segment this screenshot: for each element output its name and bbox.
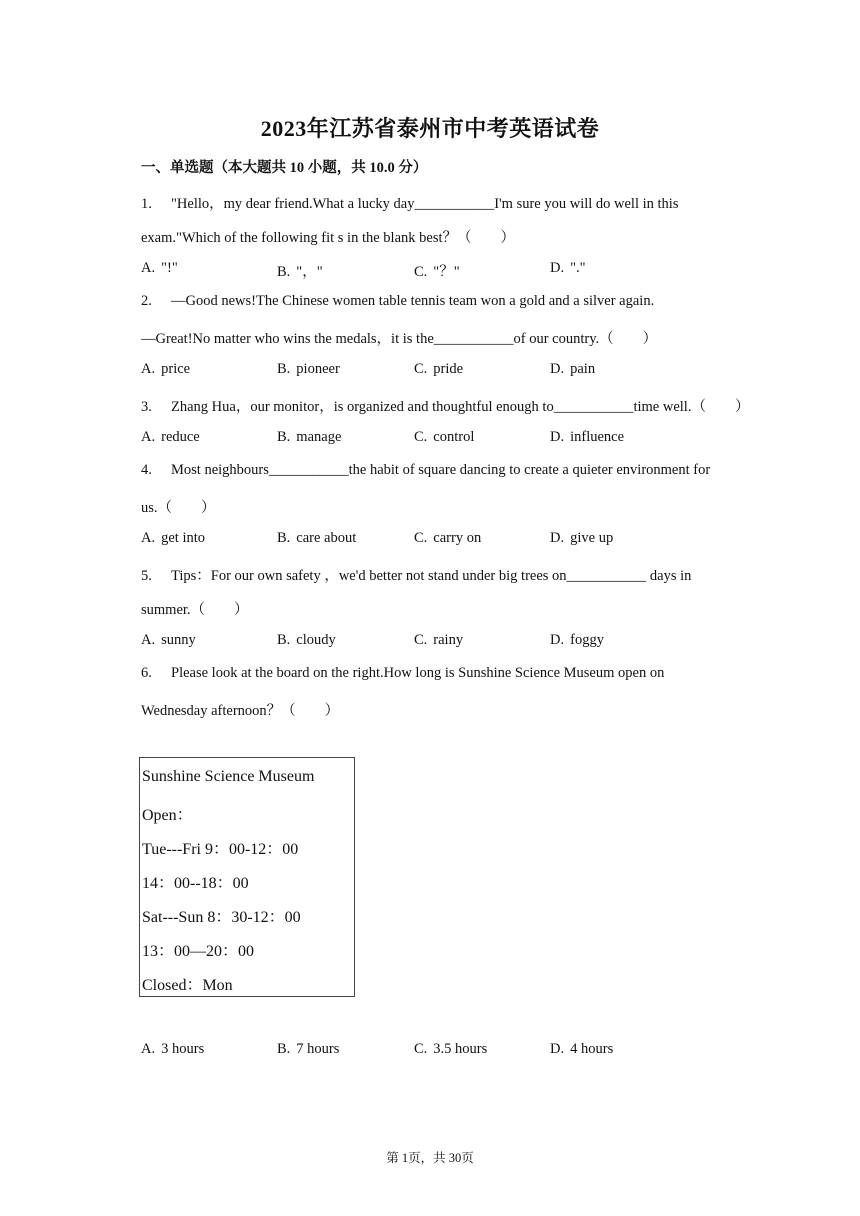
option-letter: B.: [277, 1041, 291, 1057]
question-1-option-d[interactable]: [550, 260, 586, 277]
question-5-option-d[interactable]: [550, 632, 604, 649]
option-text: cloudy: [296, 632, 336, 648]
option-letter: A.: [141, 1041, 156, 1057]
option-letter: C.: [414, 632, 428, 648]
question-number: 6.: [141, 665, 152, 681]
question-3-line-1: [141, 395, 749, 416]
board-line-weekday-morning: Tue---Fri 9：00-12：00: [142, 841, 299, 858]
question-text: "Hello，my dear friend.What a lucky day___________I'm sure you will do well in this: [171, 196, 679, 212]
question-3-option-a[interactable]: [141, 429, 200, 446]
option-letter: A.: [141, 361, 156, 377]
question-5-line-1: [141, 564, 691, 585]
question-2-option-c[interactable]: [414, 361, 463, 378]
option-text: carry on: [433, 530, 482, 546]
question-2-option-b[interactable]: [277, 361, 340, 378]
option-text: pride: [433, 361, 464, 377]
question-1-line-2: exam."Which of the following fit s in the blank best？（ ）: [141, 230, 515, 246]
question-6-option-a[interactable]: [141, 1041, 204, 1058]
board-line-weekend-morning: Sat---Sun 8：30-12：00: [142, 909, 301, 926]
option-text: manage: [296, 429, 342, 445]
question-number: 5.: [141, 568, 152, 584]
option-text: pain: [570, 361, 596, 377]
option-text: "!": [161, 260, 178, 276]
option-letter: D.: [550, 429, 565, 445]
board-line-closed: Closed：Mon: [142, 977, 233, 994]
option-text: care about: [296, 530, 357, 546]
question-6-option-d[interactable]: [550, 1041, 613, 1058]
board-line-museum-name: Sunshine Science Museum: [142, 768, 315, 785]
question-6-option-b[interactable]: [277, 1041, 339, 1058]
question-6-option-c[interactable]: [414, 1041, 487, 1058]
option-text: 7 hours: [296, 1041, 340, 1057]
option-text: 4 hours: [570, 1041, 614, 1057]
option-letter: D.: [550, 1041, 565, 1057]
question-3-option-c[interactable]: [414, 429, 474, 446]
question-2-option-a[interactable]: [141, 361, 190, 378]
option-text: 3 hours: [161, 1041, 205, 1057]
option-text: "？": [433, 264, 460, 280]
board-line-weekend-afternoon: 13：00—20：00: [142, 943, 255, 960]
question-2-line-2: —Great!No matter who wins the medals，it is the___________of our country.（ ）: [141, 331, 658, 347]
option-text: reduce: [161, 429, 200, 445]
page-footer: 第 1页，共 30页: [386, 1151, 474, 1165]
question-1-option-a[interactable]: [141, 260, 178, 277]
option-letter: D.: [550, 530, 565, 546]
option-text: get into: [161, 530, 206, 546]
option-letter: B.: [277, 429, 291, 445]
option-text: pioneer: [296, 361, 340, 377]
option-text: give up: [570, 530, 614, 546]
museum-hours-board: [139, 757, 355, 997]
option-letter: D.: [550, 260, 565, 276]
question-4-line-1: [141, 462, 710, 479]
question-text: Most neighbours___________the habit of square dancing to create a quieter environment for: [171, 462, 711, 478]
question-1-option-b[interactable]: [277, 260, 323, 281]
question-text: Zhang Hua，our monitor，is organized and thoughtful enough to___________time well.（ ）: [171, 399, 750, 415]
question-5-line-2: summer.（ ）: [141, 602, 249, 618]
option-text: rainy: [433, 632, 464, 648]
option-letter: C.: [414, 429, 428, 445]
option-text: influence: [570, 429, 625, 445]
question-number: 4.: [141, 462, 152, 478]
option-letter: C.: [414, 361, 428, 377]
question-4-option-c[interactable]: [414, 530, 481, 547]
option-letter: B.: [277, 264, 291, 280]
question-4-line-2: us.（ ）: [141, 500, 216, 516]
option-letter: A.: [141, 632, 156, 648]
question-5-option-b[interactable]: [277, 632, 336, 649]
question-2-line-1: [141, 293, 654, 310]
question-3-option-d[interactable]: [550, 429, 624, 446]
question-5-option-c[interactable]: [414, 632, 463, 649]
option-text: foggy: [570, 632, 604, 648]
option-letter: A.: [141, 429, 156, 445]
question-4-option-d[interactable]: [550, 530, 613, 547]
question-text: Please look at the board on the right.How long is Sunshine Science Museum open on: [171, 665, 665, 681]
question-text: Tips：For our own safety ，we'd better not stand under big trees on___________ days in: [171, 568, 692, 584]
option-letter: D.: [550, 632, 565, 648]
option-letter: A.: [141, 260, 156, 276]
question-number: 1.: [141, 196, 152, 212]
option-letter: B.: [277, 361, 291, 377]
option-letter: A.: [141, 530, 156, 546]
question-5-option-a[interactable]: [141, 632, 196, 649]
question-1-line-1: [141, 192, 678, 213]
question-number: 3.: [141, 399, 152, 415]
section-heading: 一、单选题（本大题共 10 小题，共 10.0 分）: [141, 160, 428, 176]
question-6-line-1: [141, 665, 664, 682]
board-line-weekday-afternoon: 14：00--18：00: [142, 875, 249, 892]
question-4-option-a[interactable]: [141, 530, 205, 547]
option-text: price: [161, 361, 191, 377]
question-2-option-d[interactable]: [550, 361, 595, 378]
page-title: 2023年江苏省泰州市中考英语试卷: [260, 116, 600, 141]
option-letter: B.: [277, 530, 291, 546]
option-letter: C.: [414, 264, 428, 280]
option-text: 3.5 hours: [433, 1041, 488, 1057]
option-letter: C.: [414, 530, 428, 546]
option-text: ".": [570, 260, 586, 276]
option-letter: C.: [414, 1041, 428, 1057]
option-text: control: [433, 429, 475, 445]
question-1-option-c[interactable]: [414, 260, 460, 281]
question-3-option-b[interactable]: [277, 429, 341, 446]
option-text: sunny: [161, 632, 196, 648]
option-text: "，": [296, 264, 323, 280]
board-line-open-label: Open：: [142, 807, 193, 824]
question-number: 2.: [141, 293, 152, 309]
question-4-option-b[interactable]: [277, 530, 356, 547]
option-letter: B.: [277, 632, 291, 648]
option-letter: D.: [550, 361, 565, 377]
question-6-line-2: Wednesday afternoon？（ ）: [141, 703, 340, 719]
question-text: —Good news!The Chinese women table tennis team won a gold and a silver again.: [171, 293, 655, 309]
